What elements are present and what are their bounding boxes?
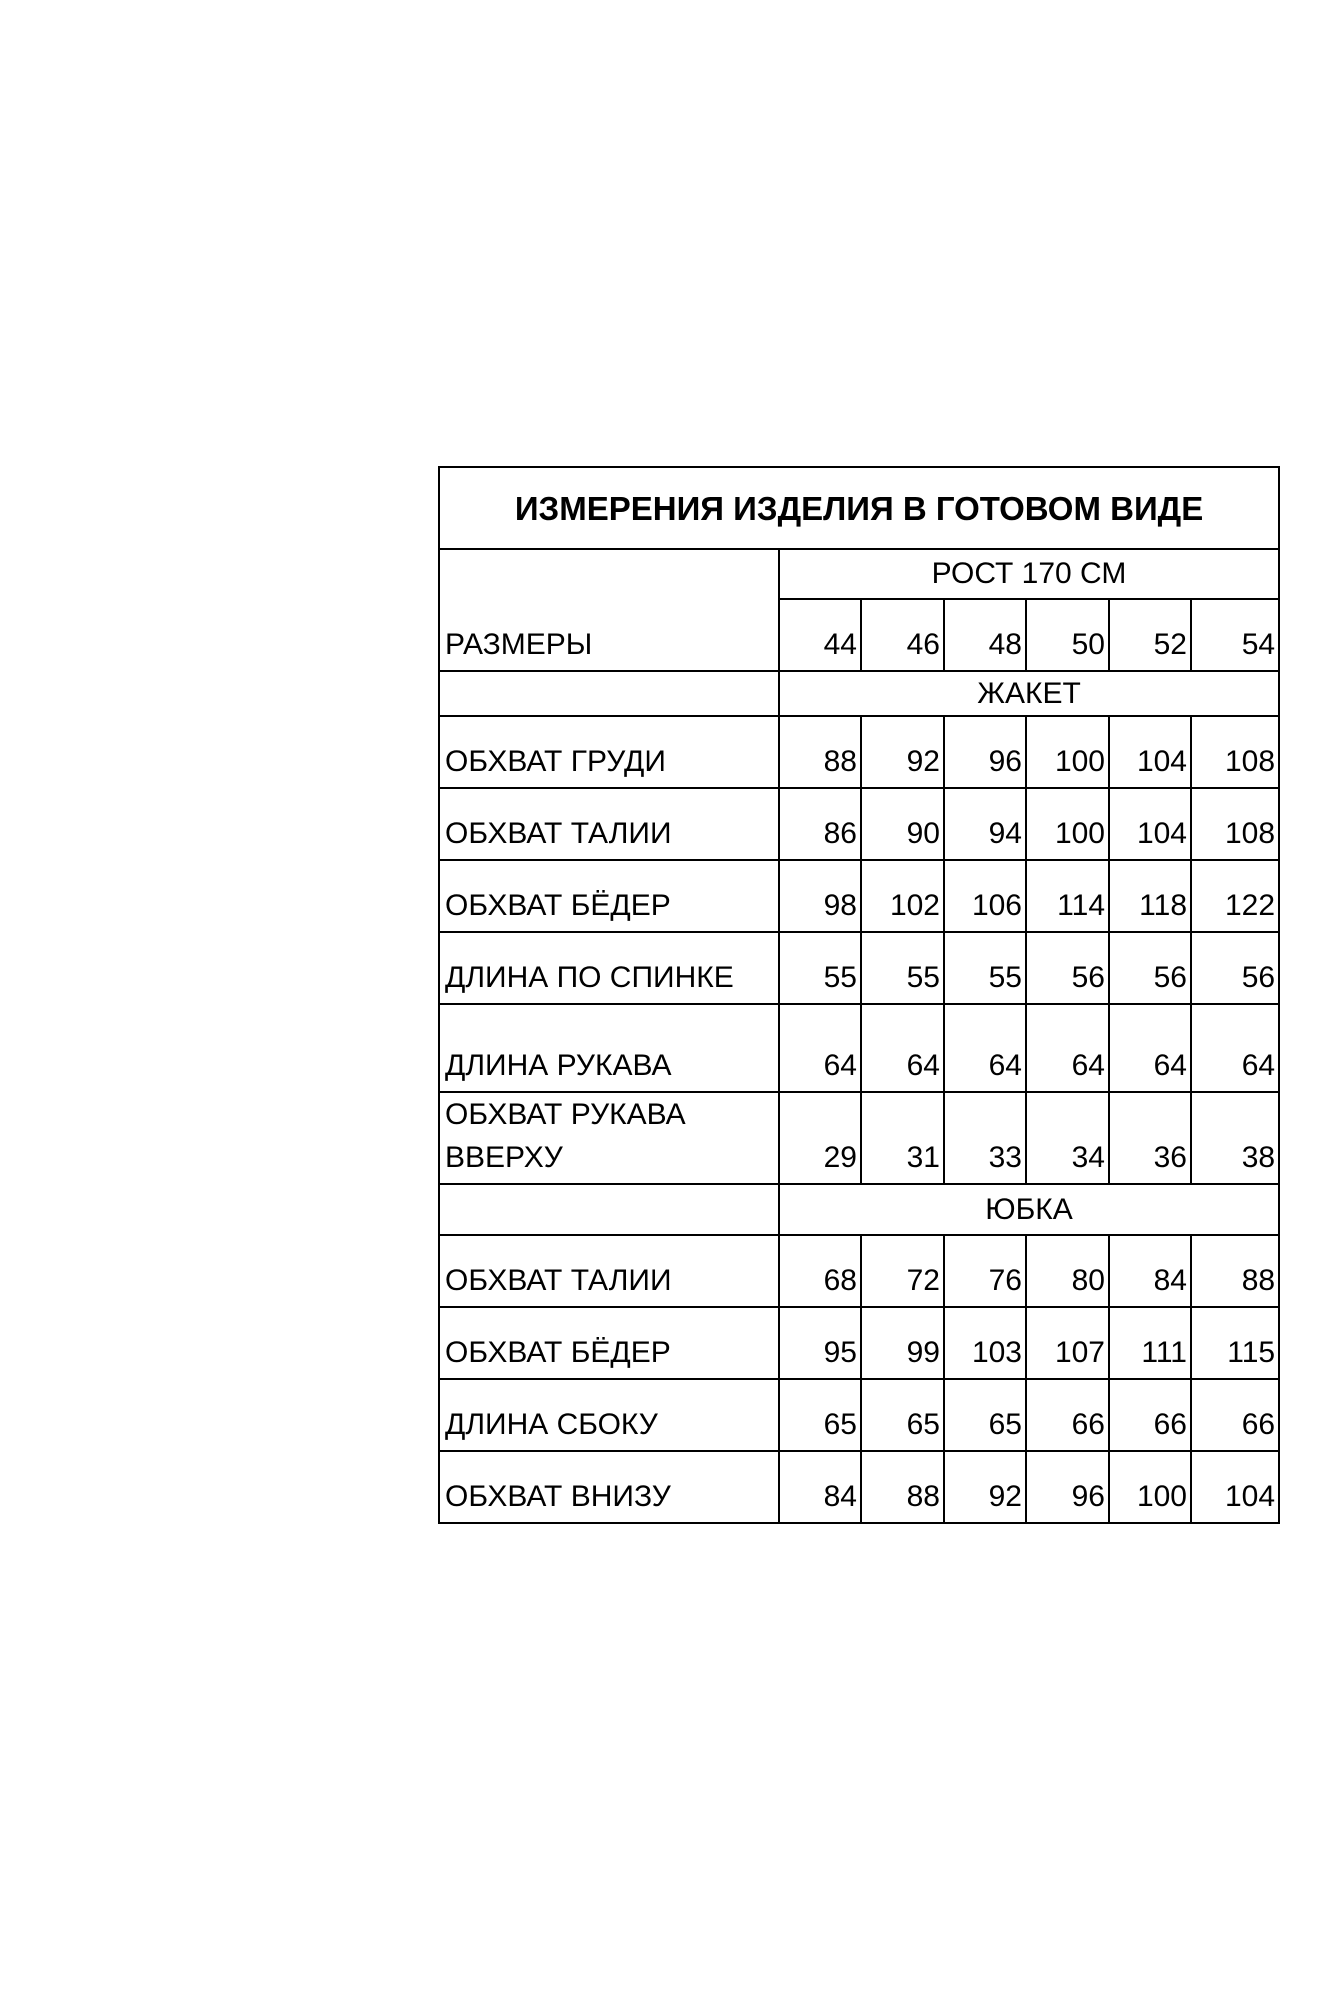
measurement-value: 115 [1191, 1307, 1279, 1379]
measurement-label: ДЛИНА РУКАВА [439, 1004, 779, 1092]
measurement-value: 118 [1109, 860, 1191, 932]
measurement-value: 108 [1191, 788, 1279, 860]
measurement-value: 104 [1191, 1451, 1279, 1523]
measurement-label: ОБХВАТ ТАЛИИ [439, 788, 779, 860]
size-cell: 48 [944, 599, 1026, 671]
measurement-value: 114 [1026, 860, 1109, 932]
measurement-value: 90 [861, 788, 944, 860]
section-header-empty-cell [439, 1184, 779, 1235]
measurement-row [439, 1451, 1279, 1523]
measurement-value: 80 [1026, 1235, 1109, 1307]
measurement-value: 100 [1109, 1451, 1191, 1523]
measurement-value: 72 [861, 1235, 944, 1307]
measurement-label: ОБХВАТ ТАЛИИ [439, 1235, 779, 1307]
measurement-value: 64 [779, 1004, 861, 1092]
measurement-row [439, 1235, 1279, 1307]
measurement-value: 96 [1026, 1451, 1109, 1523]
measurement-value: 66 [1026, 1379, 1109, 1451]
measurement-row [439, 1092, 1279, 1184]
measurement-row [439, 1379, 1279, 1451]
section-header-row [439, 671, 1279, 716]
measurement-value: 29 [779, 1092, 861, 1184]
measurement-value: 99 [861, 1307, 944, 1379]
measurement-value: 95 [779, 1307, 861, 1379]
measurement-value: 104 [1109, 716, 1191, 788]
measurement-value: 92 [861, 716, 944, 788]
sizes-label: РАЗМЕРЫ [439, 549, 779, 671]
measurement-value: 122 [1191, 860, 1279, 932]
measurement-row [439, 716, 1279, 788]
measurement-value: 64 [1191, 1004, 1279, 1092]
measurement-value: 38 [1191, 1092, 1279, 1184]
measurement-value: 88 [1191, 1235, 1279, 1307]
measurement-value: 100 [1026, 788, 1109, 860]
section-header-empty-cell [439, 671, 779, 716]
measurement-label: ОБХВАТ БЁДЕР [439, 860, 779, 932]
measurement-value: 34 [1026, 1092, 1109, 1184]
measurement-value: 64 [1026, 1004, 1109, 1092]
title-row [439, 467, 1279, 549]
measurement-value: 55 [944, 932, 1026, 1004]
measurement-value: 100 [1026, 716, 1109, 788]
size-cell: 52 [1109, 599, 1191, 671]
measurement-value: 66 [1109, 1379, 1191, 1451]
measurement-value: 98 [779, 860, 861, 932]
measurement-value: 111 [1109, 1307, 1191, 1379]
measurement-row [439, 788, 1279, 860]
measurement-label: ОБХВАТ ГРУДИ [439, 716, 779, 788]
measurement-value: 84 [1109, 1235, 1191, 1307]
measurement-value: 66 [1191, 1379, 1279, 1451]
measurement-value: 65 [861, 1379, 944, 1451]
height-row [439, 549, 1279, 599]
measurement-value: 107 [1026, 1307, 1109, 1379]
measurement-label: ОБХВАТ ВНИЗУ [439, 1451, 779, 1523]
measurement-value: 56 [1191, 932, 1279, 1004]
measurement-value: 88 [861, 1451, 944, 1523]
section-header-row [439, 1184, 1279, 1235]
measurement-value: 64 [861, 1004, 944, 1092]
measurement-label: ОБХВАТ РУКАВА ВВЕРХУ [439, 1092, 779, 1184]
measurements-table [438, 466, 1280, 1524]
measurement-value: 94 [944, 788, 1026, 860]
measurement-row [439, 1307, 1279, 1379]
size-cell: 44 [779, 599, 861, 671]
measurement-value: 64 [1109, 1004, 1191, 1092]
measurement-row [439, 860, 1279, 932]
measurement-label: ДЛИНА ПО СПИНКЕ [439, 932, 779, 1004]
measurement-value: 36 [1109, 1092, 1191, 1184]
section-name: ЖАКЕТ [779, 671, 1279, 716]
measurement-value: 64 [944, 1004, 1026, 1092]
measurement-value: 55 [861, 932, 944, 1004]
measurement-value: 92 [944, 1451, 1026, 1523]
measurement-value: 106 [944, 860, 1026, 932]
measurement-row [439, 932, 1279, 1004]
section-name: ЮБКА [779, 1184, 1279, 1235]
height-label: РОСТ 170 СМ [779, 549, 1279, 599]
measurement-value: 65 [779, 1379, 861, 1451]
measurement-value: 86 [779, 788, 861, 860]
measurement-value: 55 [779, 932, 861, 1004]
measurement-value: 96 [944, 716, 1026, 788]
measurement-value: 56 [1026, 932, 1109, 1004]
measurement-value: 104 [1109, 788, 1191, 860]
size-cell: 46 [861, 599, 944, 671]
measurement-value: 31 [861, 1092, 944, 1184]
measurement-label: ДЛИНА СБОКУ [439, 1379, 779, 1451]
measurement-value: 33 [944, 1092, 1026, 1184]
measurement-value: 68 [779, 1235, 861, 1307]
measurement-value: 102 [861, 860, 944, 932]
size-cell: 50 [1026, 599, 1109, 671]
measurement-value: 103 [944, 1307, 1026, 1379]
measurement-label: ОБХВАТ БЁДЕР [439, 1307, 779, 1379]
measurement-row [439, 1004, 1279, 1092]
measurement-value: 88 [779, 716, 861, 788]
measurement-value: 76 [944, 1235, 1026, 1307]
measurement-value: 108 [1191, 716, 1279, 788]
table-title: ИЗМЕРЕНИЯ ИЗДЕЛИЯ В ГОТОВОМ ВИДЕ [439, 467, 1279, 549]
measurement-value: 84 [779, 1451, 861, 1523]
size-cell: 54 [1191, 599, 1279, 671]
measurement-value: 65 [944, 1379, 1026, 1451]
measurement-value: 56 [1109, 932, 1191, 1004]
